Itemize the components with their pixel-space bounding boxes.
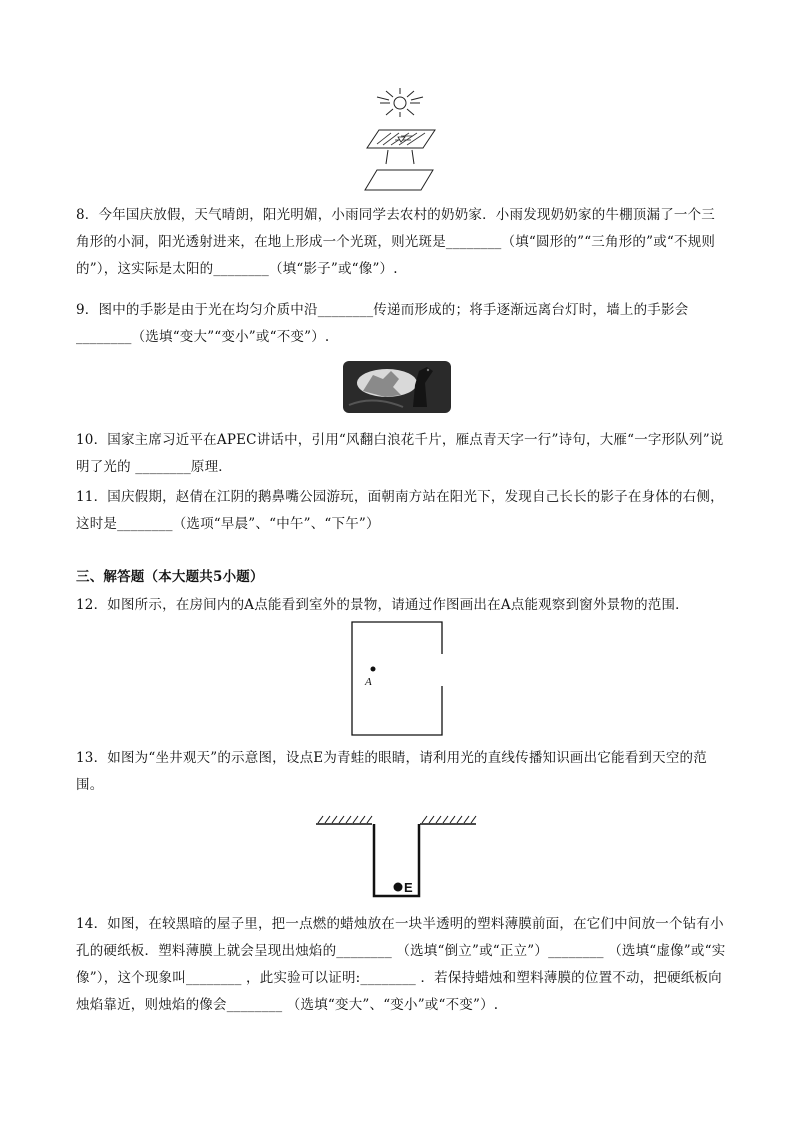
ground-hatching-right [420, 816, 476, 824]
question-12: 12．如图所示，在房间内的A点能看到室外的景物，请通过作图画出在A点能观察到窗外景物的范围． [76, 597, 689, 613]
sun-pinhole-figure [355, 86, 445, 196]
well-figure [314, 812, 482, 900]
question-11: 11．国庆假期，赵倩在江阴的鹅鼻嘴公园游玩，面朝南方站在阳光下，发现自己长长的影子在身体的右侧，这时是________（选项“早晨”、“中午”、“下午”） [76, 489, 724, 532]
perforated-board [367, 130, 435, 148]
ground-plane [365, 170, 433, 190]
light-rays [386, 150, 414, 164]
ground-hatching-left [316, 816, 372, 824]
point-a-label: A [365, 676, 372, 688]
room-window-figure [350, 620, 446, 738]
point-a-marker [371, 667, 376, 672]
frog-eye-label: E [404, 880, 413, 895]
hand-shadow-figure [343, 361, 451, 413]
question-10: 10．国家主席习近平在APEC讲话中，引用“风翻白浪花千片，雁点青天字一行”诗句，大雁“一字形队列”说明了光的 ________原理． [76, 432, 724, 475]
question-8: 8．今年国庆放假，天气晴朗，阳光明媚，小雨同学去农村的奶奶家．小雨发现奶奶家的牛棚顶漏了一个三角形的小洞，阳光透射进来，在地上形成一个光斑，则光斑是________（填“圆形的”“三角形的”或“不规则的”），这实际是太阳的________（填“影子”或“像”）. [76, 207, 716, 277]
sun-icon [377, 88, 423, 117]
section-heading-answer-questions: 三、解答题（本大题共5小题） [76, 569, 264, 585]
question-14: 14．如图，在较黑暗的屋子里，把一点燃的蜡烛放在一块半透明的塑料薄膜前面，在它们中间放一个钻有小孔的硬纸板．塑料薄膜上就会呈现出烛焰的________ （选填“倒立”或“正立”）________ （选填“虚像”或“实像”），这个现象叫________ ，此实验可以证明:________ ．若保持蜡烛和塑料薄膜的位置不动，把硬纸板向烛焰靠近，则烛焰的像会________ （选填“变大”、“变小”或“不变”）. [76, 916, 726, 1013]
question-13: 13．如图为“坐井观天”的示意图，设点E为青蛙的眼睛，请利用光的直线传播知识画出它能看到天空的范围。 [76, 750, 707, 793]
question-9: 9．图中的手影是由于光在均匀介质中沿________传递而形成的；将手逐渐远离台灯时，墙上的手影会________（选填“变大”“变小”或“不变”）. [76, 302, 689, 345]
frog-eye-marker [394, 883, 403, 892]
